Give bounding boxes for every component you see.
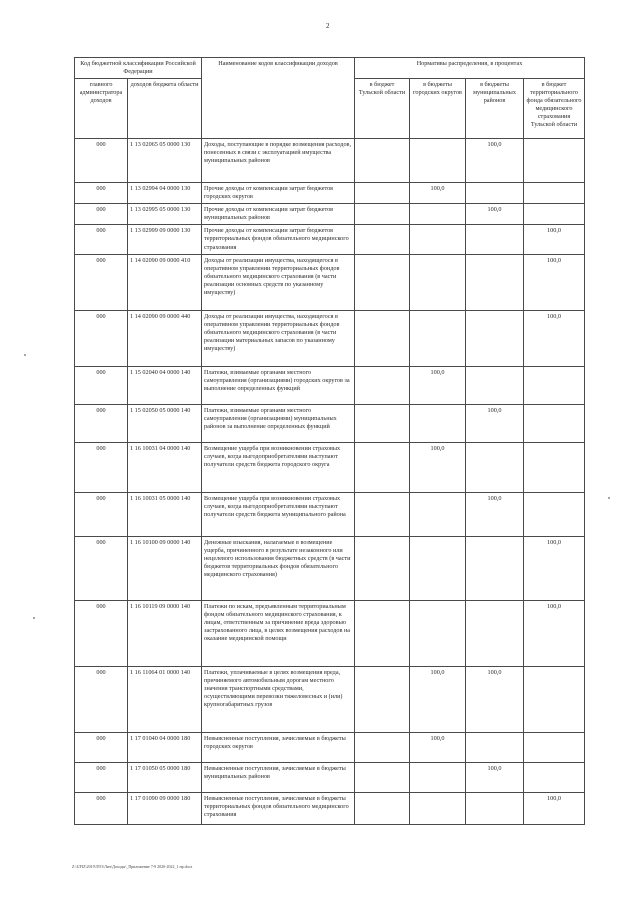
- header-income-code: доходов бюджета области: [128, 79, 202, 139]
- city-norm-cell: [410, 600, 466, 666]
- municipal-norm-cell: [466, 183, 524, 204]
- municipal-norm-cell: [466, 310, 524, 366]
- header-city: в бюджеты городских округов: [410, 79, 466, 139]
- table-row: [75, 732, 585, 762]
- income-code-cell: 1 13 02999 09 0000 130: [128, 225, 202, 254]
- income-name-cell: Прочие доходы от компенсации затрат бюджетов городских округов: [202, 183, 355, 204]
- fund-norm-cell: 100,0: [524, 254, 585, 310]
- municipal-norm-cell: 100,0: [466, 204, 524, 225]
- income-name-cell: Доходы от реализации имущества, находящегося в оперативном управлении территориальных фондов обязательного медицинского страхования (в части реализации материальных запасов по указанному имуществу): [202, 310, 355, 366]
- fund-norm-cell: 100,0: [524, 792, 585, 824]
- table-row: [75, 492, 585, 536]
- income-code-cell: 1 16 10031 05 0000 140: [128, 492, 202, 536]
- municipal-norm-cell: 100,0: [466, 762, 524, 792]
- income-name-cell: Платежи, взимаемые органами местного самоуправления (организациями) городских округов за выполнение определенных функций: [202, 366, 355, 404]
- page-number: 2: [326, 22, 330, 30]
- city-norm-cell: 100,0: [410, 732, 466, 762]
- header-regional: в бюджет Тульской области: [355, 79, 410, 139]
- municipal-norm-cell: 100,0: [466, 492, 524, 536]
- regional-norm-cell: [355, 536, 410, 600]
- income-code-cell: 1 13 02065 05 0000 130: [128, 139, 202, 183]
- table-row: [75, 536, 585, 600]
- income-code-cell: 1 17 01050 05 0000 180: [128, 762, 202, 792]
- income-code-cell: 1 15 02040 04 0000 140: [128, 366, 202, 404]
- city-norm-cell: [410, 792, 466, 824]
- city-norm-cell: [410, 310, 466, 366]
- city-norm-cell: [410, 762, 466, 792]
- regional-norm-cell: [355, 366, 410, 404]
- income-code-cell: 1 16 11064 01 0000 140: [128, 666, 202, 732]
- admin-code-cell: 000: [75, 183, 128, 204]
- income-code-cell: 1 14 02090 09 0000 440: [128, 310, 202, 366]
- municipal-norm-cell: [466, 254, 524, 310]
- regional-norm-cell: [355, 792, 410, 824]
- municipal-norm-cell: [466, 536, 524, 600]
- fund-norm-cell: 100,0: [524, 225, 585, 254]
- income-code-cell: 1 16 10031 04 0000 140: [128, 442, 202, 492]
- table-row: [75, 254, 585, 310]
- income-code-cell: 1 16 10100 09 0000 140: [128, 536, 202, 600]
- fund-norm-cell: 100,0: [524, 536, 585, 600]
- admin-code-cell: 000: [75, 732, 128, 762]
- header-fund: в бюджет территориального фонда обязательного медицинского страхования Тульской области: [524, 79, 585, 139]
- budget-classification-table: [74, 57, 585, 825]
- regional-norm-cell: [355, 442, 410, 492]
- income-name-cell: Платежи, уплачиваемые в целях возмещения вреда, причиняемого автомобильным дорогам местного значения транспортными средствами, осуществляющими перевозки тяжеловесных и (или) крупногабаритных грузов: [202, 666, 355, 732]
- admin-code-cell: 000: [75, 310, 128, 366]
- header-norms-group: Нормативы распределения, в процентах: [355, 58, 585, 79]
- admin-code-cell: 000: [75, 366, 128, 404]
- fund-norm-cell: [524, 404, 585, 442]
- city-norm-cell: [410, 254, 466, 310]
- income-code-cell: 1 16 10119 09 0000 140: [128, 600, 202, 666]
- regional-norm-cell: [355, 732, 410, 762]
- income-code-cell: 1 13 02994 04 0000 130: [128, 183, 202, 204]
- fund-norm-cell: [524, 732, 585, 762]
- city-norm-cell: 100,0: [410, 666, 466, 732]
- admin-code-cell: 000: [75, 492, 128, 536]
- municipal-norm-cell: 100,0: [466, 666, 524, 732]
- regional-norm-cell: [355, 404, 410, 442]
- admin-code-cell: 000: [75, 404, 128, 442]
- income-code-cell: 1 15 02050 05 0000 140: [128, 404, 202, 442]
- fund-norm-cell: [524, 666, 585, 732]
- table-row: [75, 139, 585, 183]
- table-row: [75, 792, 585, 824]
- table-row: [75, 442, 585, 492]
- fund-norm-cell: [524, 492, 585, 536]
- fund-norm-cell: [524, 204, 585, 225]
- income-name-cell: Прочие доходы от компенсации затрат бюджетов муниципальных районов: [202, 204, 355, 225]
- table-row: [75, 666, 585, 732]
- income-name-cell: Невыясненные поступления, зачисляемые в бюджеты городских округов: [202, 732, 355, 762]
- table-row: [75, 225, 585, 254]
- city-norm-cell: [410, 225, 466, 254]
- header-admin-code: главного администратора доходов: [75, 79, 128, 139]
- income-code-cell: 1 17 01040 04 0000 180: [128, 732, 202, 762]
- city-norm-cell: 100,0: [410, 442, 466, 492]
- table-row: [75, 310, 585, 366]
- income-name-cell: Платежи по искам, предъявленным территориальным фондом обязательного медицинского страхования, к лицам, ответственным за причинение вреда здоровью застрахованного лица, в целях возмещения расходов на оказание медицинской помощи: [202, 600, 355, 666]
- admin-code-cell: 000: [75, 204, 128, 225]
- regional-norm-cell: [355, 254, 410, 310]
- header-name: Наименование кодов классификации доходов: [202, 58, 355, 139]
- fund-norm-cell: [524, 139, 585, 183]
- income-name-cell: Платежи, взимаемые органами местного самоуправления (организациями) муниципальных районов за выполнение определенных функций: [202, 404, 355, 442]
- income-name-cell: Прочие доходы от компенсации затрат бюджетов территориальных фондов обязательного медицинского страхования: [202, 225, 355, 254]
- city-norm-cell: [410, 536, 466, 600]
- header-code-group: Код бюджетной классификации Российской Федерации: [75, 58, 202, 79]
- admin-code-cell: 000: [75, 442, 128, 492]
- scan-speck: [608, 497, 610, 499]
- income-code-cell: 1 13 02995 05 0000 130: [128, 204, 202, 225]
- regional-norm-cell: [355, 139, 410, 183]
- income-name-cell: Доходы от реализации имущества, находящегося в оперативном управлении территориальных фондов обязательного медицинского страхования (в части реализации основных средств по указанному имуществу): [202, 254, 355, 310]
- table-row: [75, 366, 585, 404]
- fund-norm-cell: [524, 442, 585, 492]
- city-norm-cell: [410, 404, 466, 442]
- scan-speck: [24, 354, 26, 356]
- regional-norm-cell: [355, 225, 410, 254]
- regional-norm-cell: [355, 600, 410, 666]
- regional-norm-cell: [355, 492, 410, 536]
- income-name-cell: Невыясненные поступления, зачисляемые в бюджеты муниципальных районов: [202, 762, 355, 792]
- admin-code-cell: 000: [75, 225, 128, 254]
- fund-norm-cell: 100,0: [524, 600, 585, 666]
- regional-norm-cell: [355, 762, 410, 792]
- admin-code-cell: 000: [75, 139, 128, 183]
- fund-norm-cell: 100,0: [524, 310, 585, 366]
- city-norm-cell: [410, 204, 466, 225]
- income-name-cell: Возмещение ущерба при возникновении страховых случаев, когда выгодоприобретателями выступают получатели средств бюджета муниципального района: [202, 492, 355, 536]
- table-row: [75, 204, 585, 225]
- city-norm-cell: [410, 492, 466, 536]
- municipal-norm-cell: 100,0: [466, 139, 524, 183]
- fund-norm-cell: [524, 366, 585, 404]
- municipal-norm-cell: 100,0: [466, 404, 524, 442]
- admin-code-cell: 000: [75, 254, 128, 310]
- scan-speck: [33, 617, 35, 619]
- fund-norm-cell: [524, 762, 585, 792]
- admin-code-cell: 000: [75, 536, 128, 600]
- regional-norm-cell: [355, 204, 410, 225]
- admin-code-cell: 000: [75, 762, 128, 792]
- income-code-cell: 1 17 01090 09 0000 180: [128, 792, 202, 824]
- city-norm-cell: [410, 139, 466, 183]
- municipal-norm-cell: [466, 600, 524, 666]
- regional-norm-cell: [355, 666, 410, 732]
- city-norm-cell: 100,0: [410, 183, 466, 204]
- file-path-note: Z:\UFIZ\2019\ЗТО\Лич\Доходы\_Приложение 7-9 2020-2022_1 нр.docx: [72, 864, 193, 869]
- income-name-cell: Доходы, поступающие в порядке возмещения расходов, понесенных в связи с эксплуатацией имущества муниципальных районов: [202, 139, 355, 183]
- municipal-norm-cell: [466, 225, 524, 254]
- table-row: [75, 762, 585, 792]
- admin-code-cell: 000: [75, 792, 128, 824]
- income-name-cell: Возмещение ущерба при возникновении страховых случаев, когда выгодоприобретателями выступают получатели средств бюджета городского округа: [202, 442, 355, 492]
- municipal-norm-cell: [466, 366, 524, 404]
- table-row: [75, 600, 585, 666]
- municipal-norm-cell: [466, 442, 524, 492]
- admin-code-cell: 000: [75, 600, 128, 666]
- regional-norm-cell: [355, 310, 410, 366]
- income-name-cell: Денежные взыскания, налагаемые в возмещение ущерба, причиненного в результате незаконного или нецелевого использования бюджетных средств (в части бюджетов территориальных фондов обязательного медицинского страхования): [202, 536, 355, 600]
- regional-norm-cell: [355, 183, 410, 204]
- income-code-cell: 1 14 02090 09 0000 410: [128, 254, 202, 310]
- city-norm-cell: 100,0: [410, 366, 466, 404]
- municipal-norm-cell: [466, 732, 524, 762]
- admin-code-cell: 000: [75, 666, 128, 732]
- income-name-cell: Невыясненные поступления, зачисляемые в бюджеты территориальных фондов обязательного медицинского страхования: [202, 792, 355, 824]
- header-municipal: в бюджеты муниципальных районов: [466, 79, 524, 139]
- municipal-norm-cell: [466, 792, 524, 824]
- fund-norm-cell: [524, 183, 585, 204]
- table-row: [75, 183, 585, 204]
- table-body: [75, 139, 585, 824]
- table-row: [75, 404, 585, 442]
